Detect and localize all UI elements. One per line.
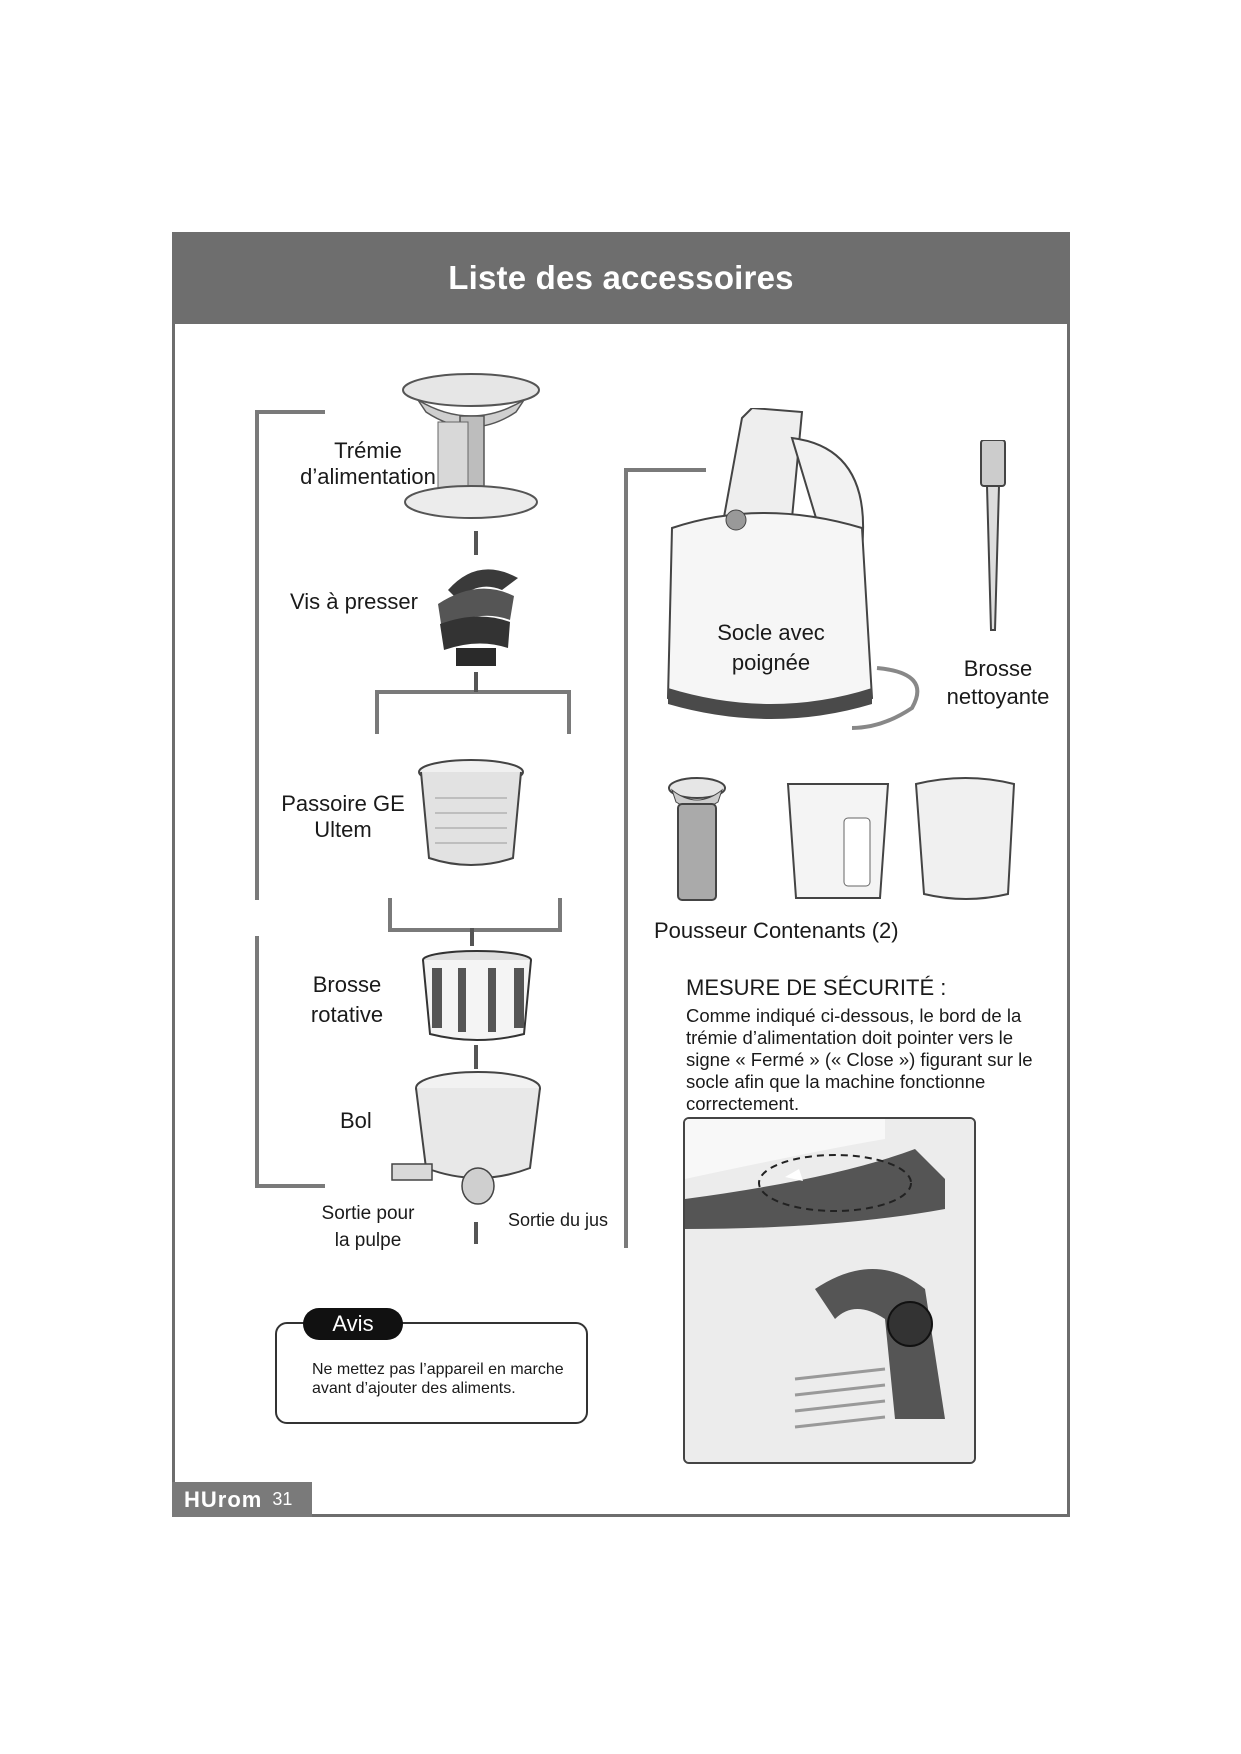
connector-line <box>474 1222 478 1244</box>
label-juice-outlet: Sortie du jus <box>508 1210 609 1230</box>
notice-text: Ne mettez pas l’appareil en marche avant d’ajouter des aliments. <box>312 1361 564 1397</box>
notice-badge: Avis <box>303 1308 403 1340</box>
label-hopper: Trémie d’alimentation <box>300 438 436 489</box>
safety-title: MESURE DE SÉCURITÉ : <box>686 975 947 1000</box>
label-screw: Vis à presser <box>290 589 418 614</box>
screw-illustration <box>428 560 526 672</box>
strainer-illustration <box>415 758 527 874</box>
label-pusher-containers: Pousseur Contenants (2) <box>654 918 899 943</box>
connector-line <box>474 1045 478 1069</box>
safety-photo <box>683 1117 976 1464</box>
label-strainer: Passoire GE Ultem <box>281 791 405 842</box>
page-title: Liste des accessoires <box>172 232 1070 324</box>
cleaning-brush-illustration <box>975 440 1011 640</box>
pusher-illustration <box>666 776 728 906</box>
connector-line <box>474 531 478 555</box>
base-illustration <box>662 408 932 738</box>
connector-line <box>474 672 478 692</box>
safety-text: Comme indiqué ci-dessous, le bord de la trémie d’alimentation doit pointer vers le signe « Fermé » (« Close ») figurant sur le socle afin que la machine fonctionne correctement. <box>686 1005 1033 1114</box>
bracket-strainer-bottom <box>388 898 562 932</box>
bracket-strainer-top <box>375 690 571 734</box>
footer-badge <box>172 1482 312 1517</box>
connector-line <box>470 928 474 946</box>
rotating-brush-illustration <box>418 950 536 1046</box>
bowl-illustration <box>388 1068 548 1208</box>
brand-logo: HUrom <box>184 1486 263 1512</box>
container-illustration <box>910 774 1020 904</box>
label-bowl: Bol <box>340 1108 372 1133</box>
container-illustration <box>784 778 892 906</box>
label-rotating-brush: Brosse rotative <box>310 972 384 1027</box>
label-base: Socle avec poignée <box>717 620 825 675</box>
label-pulp-outlet: Sortie pour la pulpe <box>321 1203 415 1251</box>
label-cleaning-brush: Brosse nettoyante <box>946 656 1050 709</box>
page-number: 31 <box>272 1489 293 1509</box>
safety-photo-drawing <box>685 1119 976 1464</box>
